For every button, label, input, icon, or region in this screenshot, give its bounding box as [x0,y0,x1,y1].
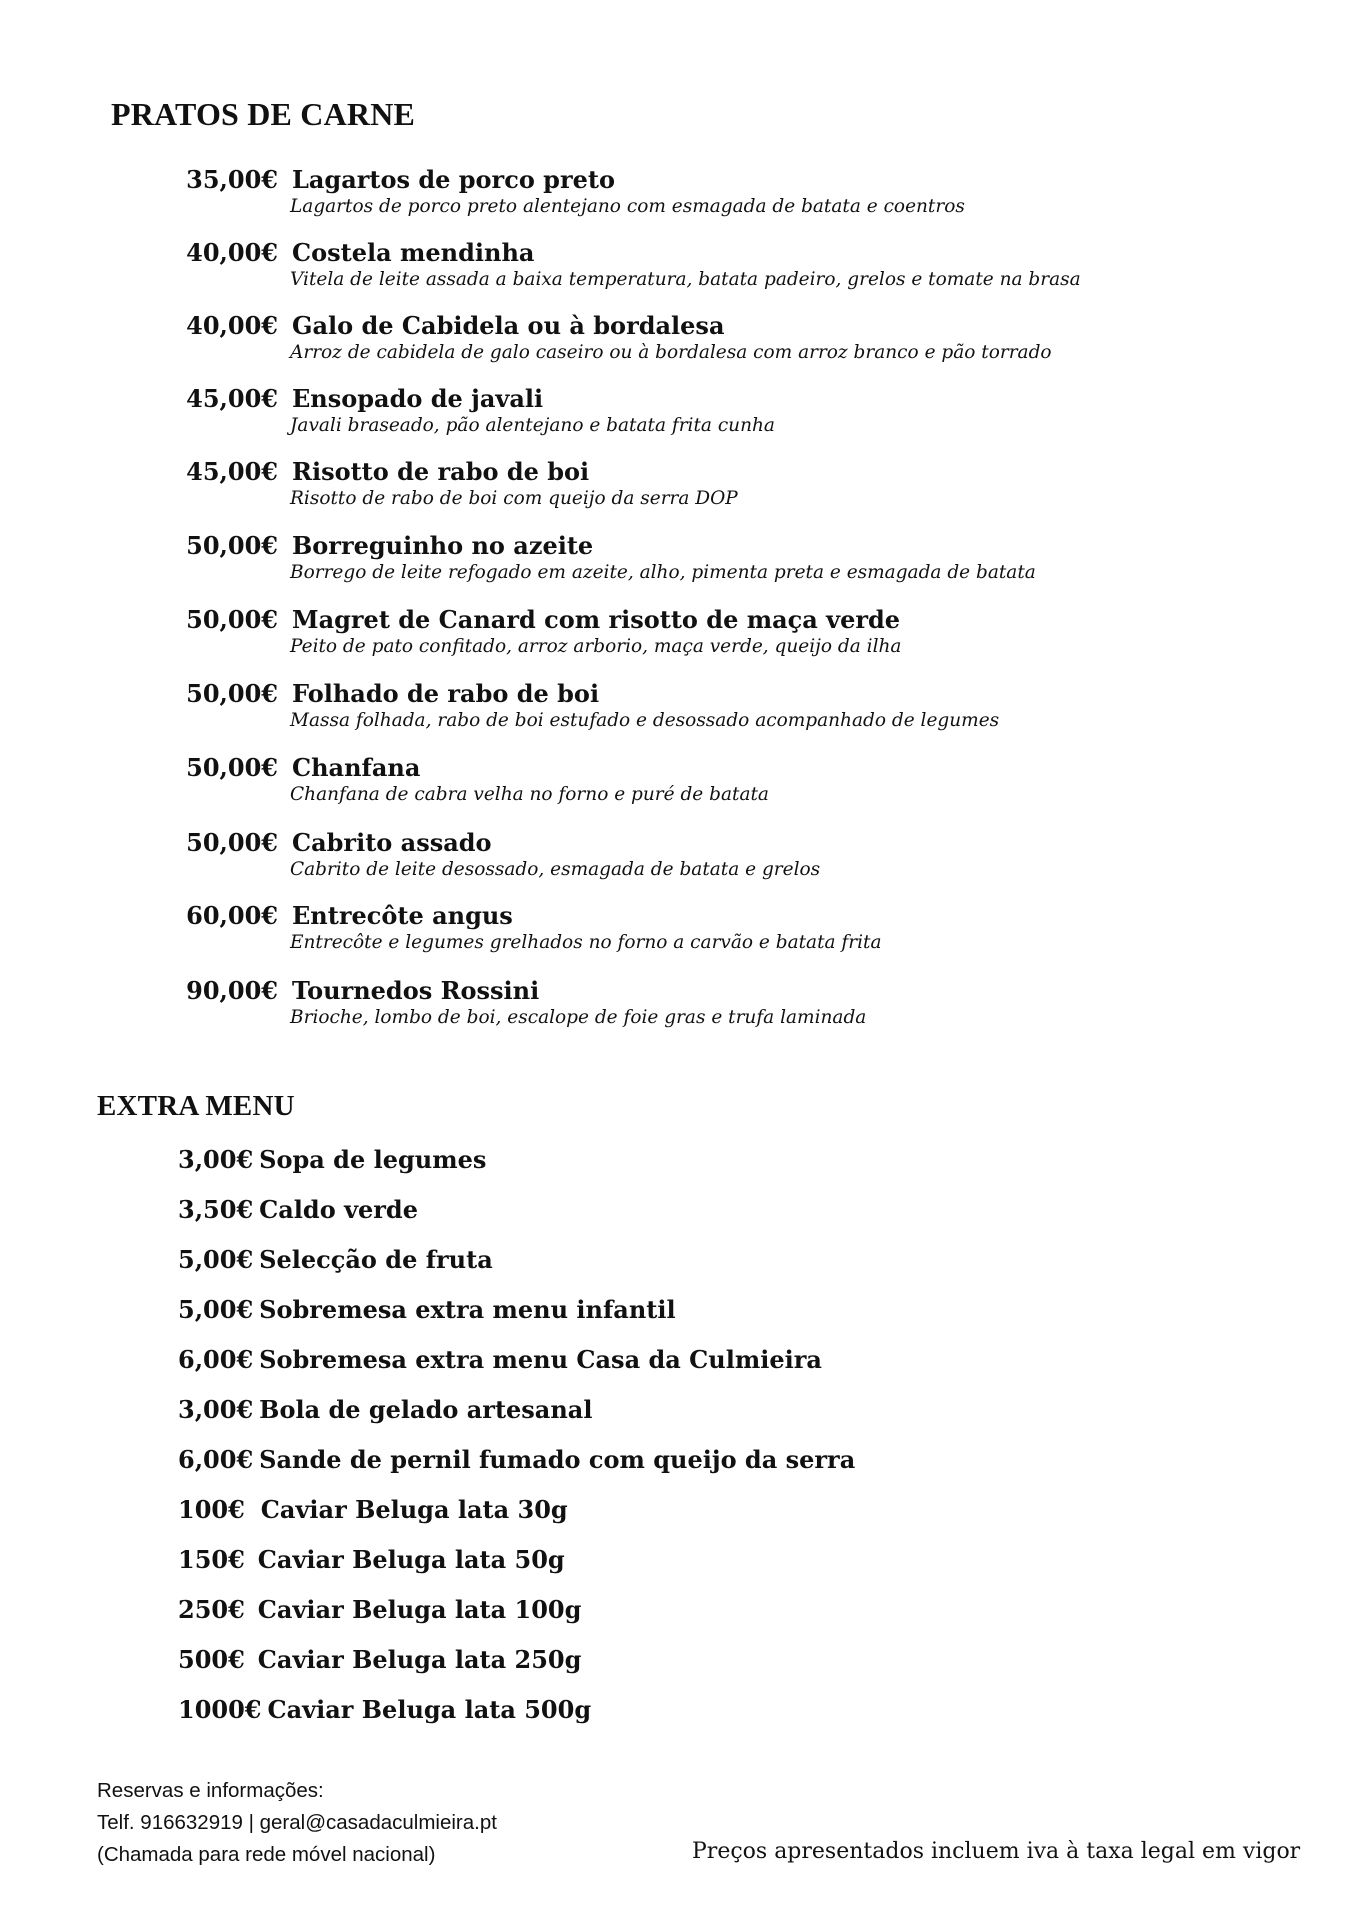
extra-name: Caviar Beluga lata 250g [257,1645,582,1674]
extra-item [178,1395,592,1425]
dish-description: Peito de pato confitado, arroz arborio, maça verde, queijo da ilha [290,636,902,657]
dish-name: Borreguinho no azeite [292,531,594,560]
reservations-label: Reservas e informações: [97,1779,324,1802]
dish-name: Costela mendinha [292,238,535,267]
extra-item [178,1445,855,1475]
dish-description: Risotto de rabo de boi com queijo da serra DOP [290,488,738,509]
extra-item [178,1245,493,1275]
dish-item [178,679,1178,733]
dish-description: Arroz de cabidela de galo caseiro ou à bordalesa com arroz branco e pão torrado [290,342,1052,363]
dish-price: 35,00€ [186,165,278,194]
dish-price: 50,00€ [186,531,278,560]
dish-name: Tournedos Rossini [292,976,540,1005]
dish-name: Chanfana [292,753,421,782]
extra-price: 6,00€ [178,1345,254,1374]
extra-price: 250€ [178,1595,245,1624]
extra-price: 3,50€ [178,1195,254,1224]
extra-price: 150€ [178,1545,245,1574]
contact-line: Telf. 916632919 | geral@casadaculmieira.pt [97,1811,497,1834]
dish-description: Borrego de leite refogado em azeite, alho, pimenta preta e esmagada de batata [290,562,1036,583]
dish-name: Lagartos de porco preto [292,165,615,194]
extra-price: 5,00€ [178,1295,254,1324]
dish-price: 50,00€ [186,753,278,782]
extra-price: 6,00€ [178,1445,254,1474]
extra-name: Sobremesa extra menu Casa da Culmieira [259,1345,822,1374]
dish-price: 50,00€ [186,828,278,857]
dish-price: 45,00€ [186,384,278,413]
dish-description: Chanfana de cabra velha no forno e puré de batata [290,784,769,805]
dish-name: Ensopado de javali [292,384,544,413]
extra-name: Caviar Beluga lata 100g [257,1595,582,1624]
dish-name: Folhado de rabo de boi [292,679,600,708]
dish-description: Javali braseado, pão alentejano e batata frita cunha [290,415,775,436]
extra-item [178,1295,676,1325]
extra-price: 1000€ [178,1695,262,1724]
dish-description: Massa folhada, rabo de boi estufado e desossado acompanhado de legumes [290,710,1000,731]
dish-item [178,605,1178,659]
section-title-extra-menu: EXTRA MENU [97,1090,295,1122]
extra-item [178,1695,591,1725]
prices-note: Preços apresentados incluem iva à taxa legal em vigor [692,1839,1301,1864]
dish-item [178,384,1178,438]
extra-name: Bola de gelado artesanal [259,1395,593,1424]
extra-name: Sande de pernil fumado com queijo da serra [259,1445,856,1474]
extra-name: Caviar Beluga lata 50g [257,1545,565,1574]
extra-item [178,1645,581,1675]
extra-name: Caviar Beluga lata 30g [260,1495,568,1524]
dish-price: 90,00€ [186,976,278,1005]
extra-item [178,1145,486,1175]
extra-price: 3,00€ [178,1395,254,1424]
dish-name: Cabrito assado [292,828,492,857]
dish-name: Risotto de rabo de boi [292,457,590,486]
dish-description: Lagartos de porco preto alentejano com esmagada de batata e coentros [290,196,965,217]
extra-price: 3,00€ [178,1145,254,1174]
section-title-pratos-de-carne: PRATOS DE CARNE [111,96,416,132]
dish-name: Entrecôte angus [292,901,513,930]
extra-name: Caldo verde [259,1195,418,1224]
dish-item [178,828,1178,882]
dish-description: Cabrito de leite desossado, esmagada de batata e grelos [290,859,821,880]
dish-price: 50,00€ [186,605,278,634]
extra-item [178,1595,581,1625]
dish-price: 60,00€ [186,901,278,930]
dish-price: 40,00€ [186,311,278,340]
dish-item [178,165,1178,219]
extra-name: Sopa de legumes [259,1145,487,1174]
extra-item [178,1495,568,1525]
dish-description: Entrecôte e legumes grelhados no forno a carvão e batata frita [290,932,882,953]
call-note: (Chamada para rede móvel nacional) [97,1843,436,1866]
dish-item [178,311,1178,365]
dish-description: Brioche, lombo de boi, escalope de foie gras e trufa laminada [290,1007,867,1028]
extra-item [178,1195,418,1225]
footer-contact [97,1775,497,1871]
extra-item [178,1345,822,1375]
extra-price: 100€ [178,1495,245,1524]
dish-item [178,901,1178,955]
extra-name: Sobremesa extra menu infantil [259,1295,676,1324]
extra-name: Selecção de fruta [259,1245,493,1274]
dish-item [178,753,1178,807]
extra-item [178,1545,565,1575]
extra-name: Caviar Beluga lata 500g [267,1695,592,1724]
dish-price: 45,00€ [186,457,278,486]
dish-item [178,238,1178,292]
dish-price: 50,00€ [186,679,278,708]
dish-price: 40,00€ [186,238,278,267]
extra-price: 5,00€ [178,1245,254,1274]
dish-description: Vitela de leite assada a baixa temperatura, batata padeiro, grelos e tomate na brasa [290,269,1081,290]
dish-item [178,457,1178,511]
dish-name: Galo de Cabidela ou à bordalesa [292,311,725,340]
dish-name: Magret de Canard com risotto de maça verde [292,605,901,634]
dish-item [178,531,1178,585]
extra-price: 500€ [178,1645,245,1674]
dish-item [178,976,1178,1030]
